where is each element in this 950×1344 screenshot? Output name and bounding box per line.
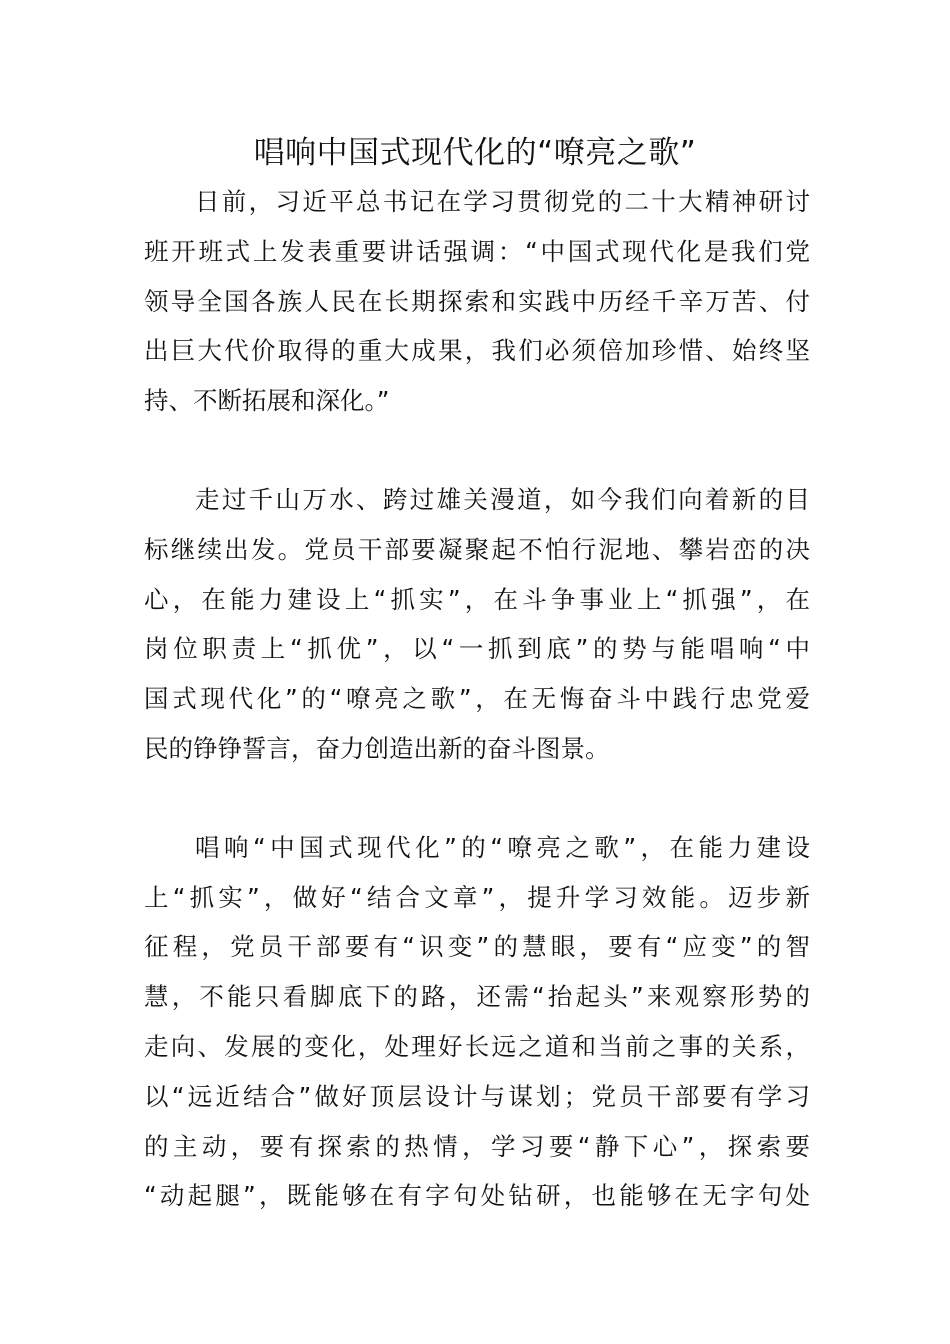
text-line: 标继续出发。党员干部要凝聚起不怕行泥地、攀岩峦的决 (144, 534, 810, 564)
text-line: 慧，不能只看脚底下的路，还需“抬起头”来观察形势的 (144, 982, 810, 1012)
text-line: 民的铮铮誓言，奋力创造出新的奋斗图景。 (144, 733, 610, 763)
text-line: 上“抓实”，做好“结合文章”，提升学习效能。迈步新 (144, 882, 810, 912)
paragraph (144, 823, 810, 1221)
text-line: 走向、发展的变化，处理好长远之道和当前之事的关系， (144, 1031, 810, 1061)
text-line: 走过千山万水、跨过雄关漫道，如今我们向着新的目 (195, 484, 810, 514)
document-body (144, 177, 810, 1221)
text-line: 唱响“中国式现代化”的“嘹亮之歌”，在能力建设 (195, 832, 810, 862)
text-line: 以“远近结合”做好顶层设计与谋划；党员干部要有学习 (144, 1081, 810, 1111)
paragraph (144, 177, 810, 426)
text-line: 班开班式上发表重要讲话强调：“中国式现代化是我们党 (144, 236, 810, 266)
text-line: 日前，习近平总书记在学习贯彻党的二十大精神研讨 (195, 187, 810, 216)
text-line: 的主动，要有探索的热情，学习要“静下心”，探索要 (144, 1131, 810, 1161)
text-line: 持、不断拓展和深化。” (144, 386, 390, 416)
text-line: “动起腿”，既能够在有字句处钻研，也能够在无字句处 (144, 1181, 810, 1211)
text-line: 领导全国各族人民在长期探索和实践中历经千辛万苦、付 (144, 286, 810, 316)
text-line: 岗位职责上“抓优”，以“一抓到底”的势与能唱响“中 (144, 634, 810, 664)
document-title: 唱响中国式现代化的“嘹亮之歌” (253, 135, 697, 171)
text-line: 出巨大代价取得的重大成果，我们必须倍加珍惜、始终坚 (144, 336, 810, 366)
text-line: 征程，党员干部要有“识变”的慧眼，要有“应变”的智 (144, 932, 810, 962)
text-line: 国式现代化”的“嘹亮之歌”，在无悔奋斗中践行忠党爱 (144, 684, 810, 714)
paragraph (144, 475, 810, 774)
text-line: 心，在能力建设上“抓实”，在斗争事业上“抓强”，在 (144, 584, 810, 614)
